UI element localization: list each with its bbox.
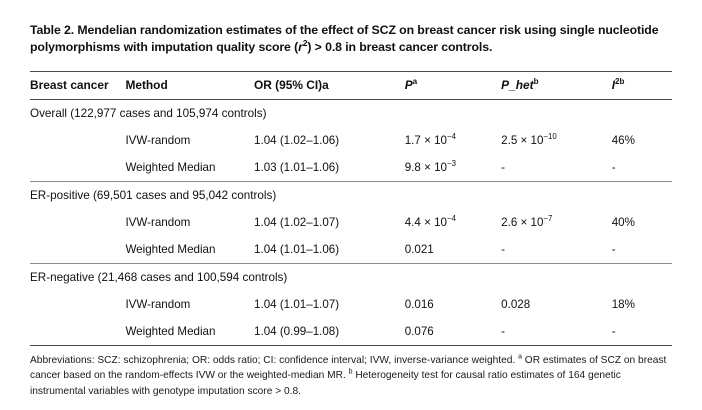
- row-or: 1.04 (1.02–1.07): [254, 215, 340, 229]
- row-or: 1.04 (1.01–1.07): [254, 297, 340, 311]
- row-p-het: -: [501, 242, 506, 256]
- row-i2: 46%: [611, 133, 635, 147]
- footnote-part1: Abbreviations: SCZ: schizophrenia; OR: odds ratio; CI: confidence interval; IVW, inverse-variance weighted.: [30, 354, 519, 366]
- table-caption: [30, 22, 672, 57]
- row-p: 0.076: [404, 324, 434, 338]
- caption-stat-symbol: r: [298, 40, 303, 55]
- row-or: 1.03 (1.01–1.06): [254, 160, 340, 174]
- footnote-part3: Heterogeneity test for causal ratio estimates of 164 genetic instrumental variables with genotype imputation score > 0.8.: [30, 370, 621, 397]
- row-blank-cell: [30, 318, 125, 345]
- group-label-overall: Overall (122,977 cases and 105,974 controls): [30, 106, 267, 120]
- group-label-er-negative: ER-negative (21,468 cases and 100,594 controls): [30, 263, 672, 291]
- table-row: [30, 99, 672, 127]
- row-p: $4.4 \times 10^{-4}$: [404, 214, 456, 229]
- table-row: [30, 318, 672, 345]
- row-p-het: $2.6 \times 10^{-7}$: [501, 214, 553, 229]
- row-blank-cell: [30, 127, 125, 154]
- row-method: Weighted Median: [125, 324, 216, 338]
- row-i2: 40%: [611, 215, 635, 229]
- column-header-i2: $I^{2b}$: [612, 71, 672, 99]
- column-header-or: OR (95% CI)a: [254, 71, 405, 99]
- row-p: $1.7 \times 10^{-4}$: [404, 132, 456, 147]
- table-row: [30, 127, 672, 154]
- caption-suffix: ) > 0.8 in breast cancer controls.: [307, 40, 493, 55]
- row-or: 1.04 (0.99–1.08): [254, 324, 340, 338]
- table-row: [30, 154, 672, 182]
- row-blank-cell: [30, 209, 125, 236]
- table-row: [30, 209, 672, 236]
- footnote-part2: OR estimates of SCZ on breast cancer based on the random-effects IVW or the weighted-median MR.: [30, 354, 667, 382]
- table-body: [30, 99, 672, 345]
- table-header: [30, 71, 672, 99]
- group-label-er-positive: ER-positive (69,501 cases and 95,042 controls): [30, 181, 672, 209]
- row-or: 1.04 (1.02–1.06): [254, 133, 340, 147]
- row-blank-cell: [30, 154, 125, 182]
- row-i2: 18%: [611, 297, 635, 311]
- table-row: [30, 236, 672, 264]
- table-row: [30, 263, 672, 291]
- column-header-breast-cancer: Breast cancer: [30, 71, 125, 99]
- row-i2: -: [611, 324, 616, 338]
- row-or: 1.04 (1.01–1.06): [254, 242, 340, 256]
- row-method: IVW-random: [125, 297, 191, 311]
- row-i2: -: [611, 242, 616, 256]
- table-row: [30, 181, 672, 209]
- row-blank-cell: [30, 291, 125, 318]
- row-blank-cell: [30, 236, 125, 264]
- mr-estimates-table: [30, 71, 672, 345]
- row-method: IVW-random: [125, 133, 191, 147]
- row-method: Weighted Median: [125, 242, 216, 256]
- table-footnote: [30, 346, 672, 399]
- row-method: Weighted Median: [125, 160, 216, 174]
- column-header-p: $P^a$: [405, 71, 501, 99]
- row-p-het: -: [501, 160, 506, 174]
- caption-prefix: Table 2. Mendelian randomization estimates of the effect of SCZ on breast cancer risk using single nucleotide polymorphisms with imputation quality score (: [30, 23, 659, 55]
- row-method: IVW-random: [125, 215, 191, 229]
- row-p: $9.8 \times 10^{-3}$: [404, 159, 456, 174]
- header-row: [30, 71, 672, 99]
- row-p-het: 0.028: [501, 297, 531, 311]
- column-header-p-het: P_het$^b$: [501, 71, 612, 99]
- caption-stat-superscript: 2: [302, 38, 308, 49]
- row-p: 0.016: [404, 297, 434, 311]
- footnote-marker-b: b: [348, 368, 353, 376]
- table-row: [30, 291, 672, 318]
- row-p-het: -: [501, 324, 506, 338]
- row-p-het: $2.5 \times 10^{-10}$: [501, 132, 557, 147]
- row-p: 0.021: [404, 242, 434, 256]
- row-i2: -: [611, 160, 616, 174]
- column-header-method: Method: [125, 71, 254, 99]
- footnote-marker-a: a: [518, 353, 522, 361]
